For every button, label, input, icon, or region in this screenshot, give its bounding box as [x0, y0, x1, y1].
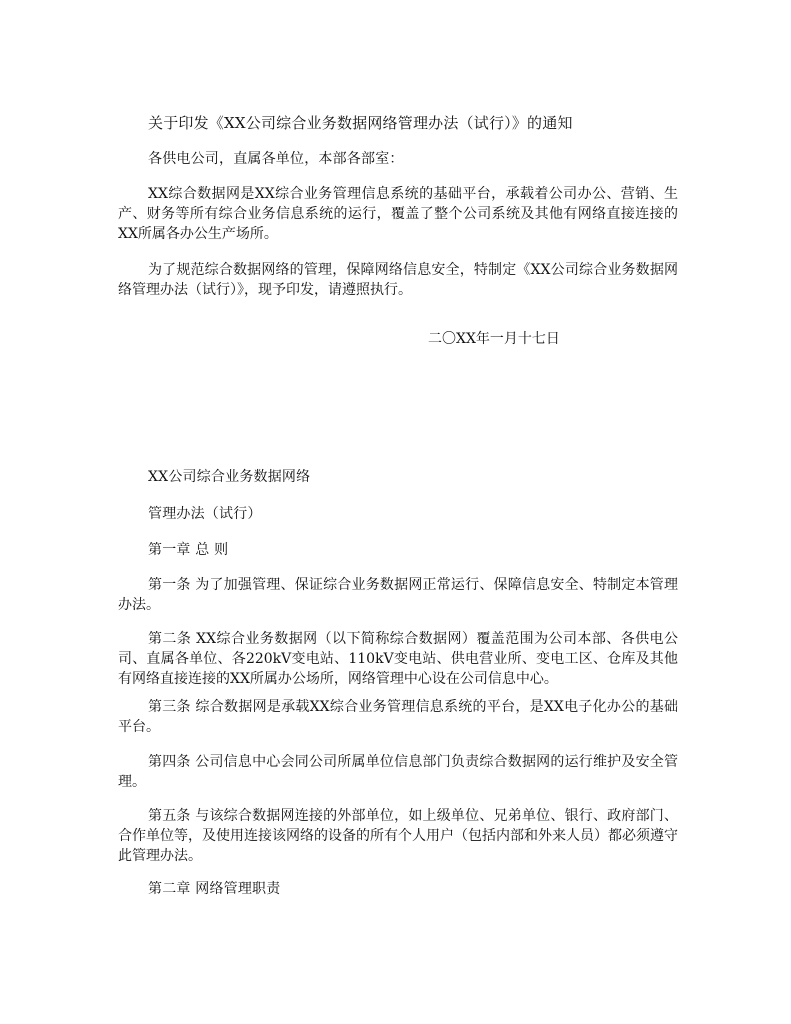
- notice-title: 关于印发《XX公司综合业务数据网络管理办法（试行）》的通知: [148, 114, 573, 132]
- article-4: 第四条 公司信息中心会同公司所属单位信息部门负责综合数据网的运行维护及安全管理。: [118, 754, 678, 790]
- notice-paragraph-1: XX综合数据网是XX综合业务管理信息系统的基础平台，承载着公司办公、营销、生产、财务等所有综合业务信息系统的运行，覆盖了整个公司系统及其他有网络直接连接的XX所属各办公生产场所。: [118, 186, 678, 242]
- regulation-title-line-1: XX公司综合业务数据网络: [148, 469, 311, 485]
- notice-paragraph-2: 为了规范综合数据网络的管理，保障网络信息安全，特制定《XX公司综合业务数据网络管理办法（试行）》，现予印发，请遵照执行。: [118, 262, 678, 298]
- chapter-2-heading: 第二章 网络管理职责: [148, 881, 281, 897]
- article-3: 第三条 综合数据网是承载XX综合业务管理信息系统的平台，是XX电子化办公的基础平台。: [118, 699, 678, 735]
- notice-salutation: 各供电公司，直属各单位，本部各部室：: [148, 151, 404, 167]
- article-1: 第一条 为了加强管理、保证综合业务数据网正常运行、保障信息安全、特制定本管理办法。: [118, 577, 678, 613]
- notice-date: 二〇XX年一月十七日: [428, 331, 560, 347]
- regulation-title-line-2: 管理办法（试行）: [148, 506, 262, 522]
- article-2: 第二条 XX综合业务数据网（以下简称综合数据网）覆盖范围为公司本部、各供电公司、直属各单位、各220kV变电站、110kV变电站、供电营业所、变电工区、仓库及其他有网络直接连接的XX所属办公场所，网络管理中心设在公司信息中心。: [118, 631, 678, 687]
- chapter-1-heading: 第一章 总 则: [148, 542, 229, 558]
- article-5: 第五条 与该综合数据网连接的外部单位，如上级单位、兄弟单位、银行、政府部门、合作单位等，及使用连接该网络的设备的所有个人用户（包括内部和外来人员）都必须遵守此管理办法。: [118, 808, 678, 864]
